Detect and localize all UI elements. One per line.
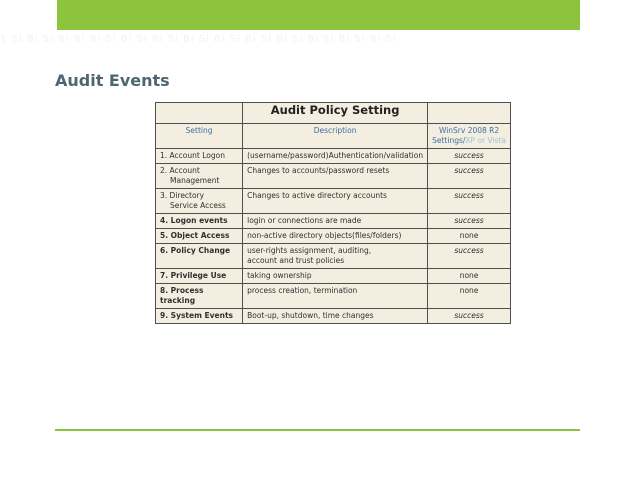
caption-right-cell	[428, 103, 511, 124]
caption-left-cell	[156, 103, 243, 124]
setting-cell	[156, 269, 243, 284]
description-cell	[243, 309, 428, 324]
setting-cell	[156, 189, 243, 214]
setting-label: 6. Policy Change	[160, 246, 231, 255]
description-cell	[243, 164, 428, 189]
description-text: process creation, termination	[247, 286, 358, 295]
description-cell	[243, 189, 428, 214]
setting-label: 7. Privilege Use	[160, 271, 227, 280]
table-caption-row	[156, 103, 511, 124]
setting-cell	[156, 229, 243, 244]
table-row	[156, 309, 511, 324]
value-cell: none	[428, 284, 511, 309]
bottom-accent-line	[55, 429, 580, 431]
setting-cell	[156, 284, 243, 309]
header-winsrv	[428, 124, 511, 149]
table-row	[156, 284, 511, 309]
ghost-text-line: 1 Si Bi Si Bi Bi Bi Si Bi Si Bi Si Bi Si Bi Si Bi Si Bi Si Bi Si Bi Si Bi Si	[0, 34, 397, 45]
table-header-row	[156, 124, 511, 149]
audit-policy-table	[155, 102, 511, 324]
setting-label: 1. Account Logon	[160, 151, 225, 160]
setting-label-cont: Management	[170, 176, 220, 185]
description-cell	[243, 284, 428, 309]
table-row	[156, 244, 511, 269]
value-cell: success	[428, 189, 511, 214]
header-description: Description	[243, 124, 428, 149]
header-xp-text: XP or Vista	[465, 136, 507, 145]
setting-cell	[156, 149, 243, 164]
setting-label: 8. Process tracking	[160, 286, 204, 305]
setting-label-cont: Service Access	[170, 201, 226, 210]
slide-title: Audit Events	[55, 71, 170, 90]
table-row	[156, 229, 511, 244]
table-caption: Audit Policy Setting	[243, 103, 428, 124]
value-cell: success	[428, 164, 511, 189]
setting-cell	[156, 164, 243, 189]
setting-label: 2. Account	[160, 166, 200, 175]
description-text: Changes to accounts/password resets	[247, 166, 390, 175]
description-text: user-rights assignment, auditing,	[247, 246, 372, 255]
value-cell: success	[428, 214, 511, 229]
value-cell: none	[428, 229, 511, 244]
description-text-cont: account and trust policies	[247, 256, 345, 265]
description-text: login or connections are made	[247, 216, 362, 225]
description-cell	[243, 244, 428, 269]
header-winsrv-text: WinSrv 2008 R2 Settings/	[432, 126, 500, 145]
setting-label: 9. System Events	[160, 311, 234, 320]
description-cell	[243, 214, 428, 229]
setting-cell	[156, 309, 243, 324]
top-accent-bar	[57, 0, 580, 30]
value-cell: success	[428, 309, 511, 324]
setting-label: 5. Object Access	[160, 231, 230, 240]
setting-cell	[156, 244, 243, 269]
setting-cell	[156, 214, 243, 229]
description-text: Boot-up, shutdown, time changes	[247, 311, 374, 320]
header-setting: Setting	[156, 124, 243, 149]
description-cell	[243, 229, 428, 244]
table-row	[156, 269, 511, 284]
description-cell	[243, 149, 428, 164]
table-row	[156, 149, 511, 164]
value-cell: none	[428, 269, 511, 284]
table-row	[156, 214, 511, 229]
description-text: Changes to active directory accounts	[247, 191, 387, 200]
description-text: taking ownership	[247, 271, 312, 280]
description-text: (username/password)Authentication/validation	[247, 151, 424, 160]
setting-label: 4. Logon events	[160, 216, 228, 225]
setting-label: 3. Directory	[160, 191, 205, 200]
description-text: non-active directory objects(files/folders)	[247, 231, 402, 240]
value-cell: success	[428, 149, 511, 164]
table-body	[156, 149, 511, 324]
table-row	[156, 164, 511, 189]
description-cell	[243, 269, 428, 284]
value-cell: success	[428, 244, 511, 269]
table-row	[156, 189, 511, 214]
